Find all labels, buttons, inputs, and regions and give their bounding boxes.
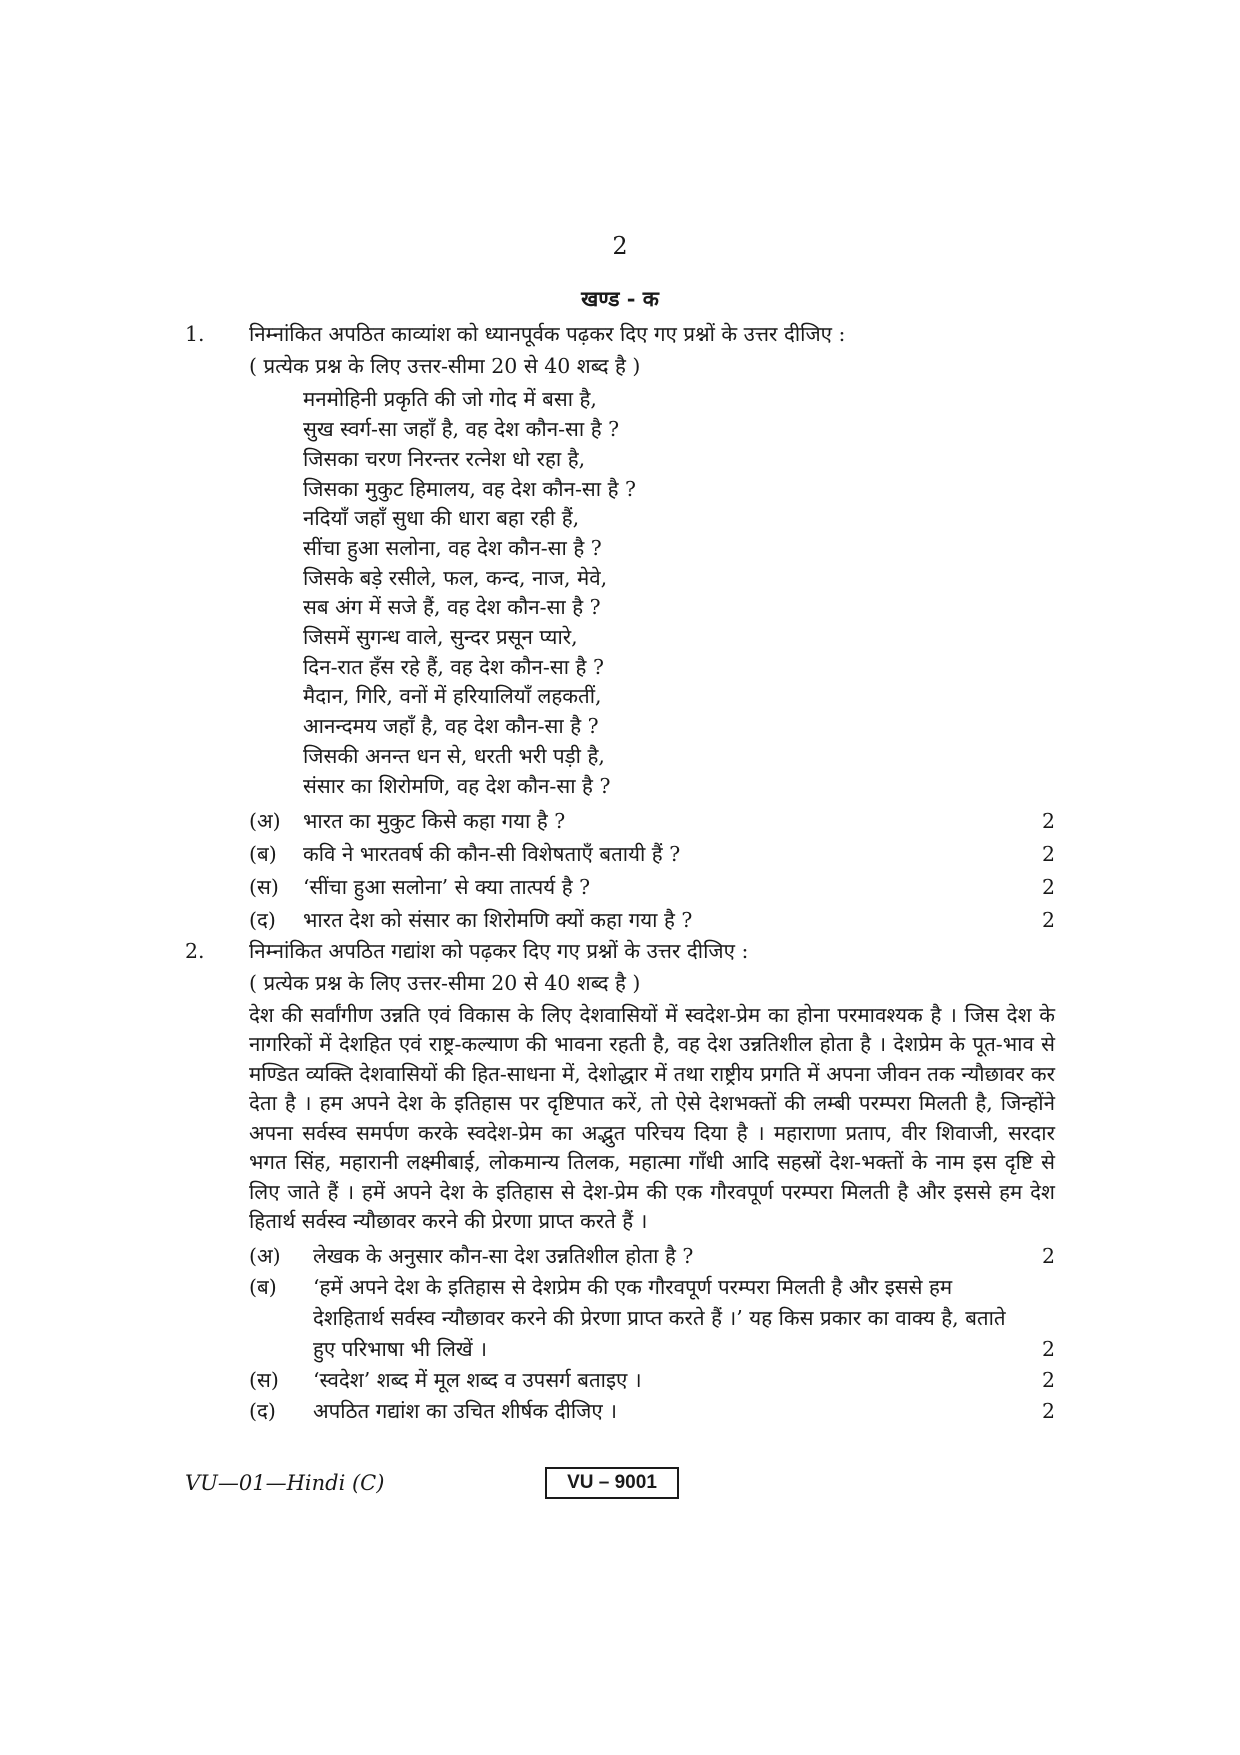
poem-line: संसार का शिरोमणि, वह देश कौन-सा है ? xyxy=(303,773,611,798)
subquestion xyxy=(185,805,1055,838)
marks: 2 xyxy=(1041,1367,1055,1392)
poem-line: सींचा हुआ सलोना, वह देश कौन-सा है ? xyxy=(303,535,602,560)
subquestion-label: (स) xyxy=(249,875,279,900)
subquestion xyxy=(185,1396,1055,1427)
question-instruction: निम्नांकित अपठित गद्यांश को पढ़कर दिए गए प्रश्नों के उत्तर दीजिए : xyxy=(249,939,749,964)
poem-line: जिसमें सुगन्ध वाले, सुन्दर प्रसून प्यारे, xyxy=(303,625,578,650)
subquestion-label: (द) xyxy=(249,1398,276,1423)
question-2 xyxy=(185,937,1055,1426)
booklet-code-box: VU – 9001 xyxy=(545,1467,679,1499)
marks: 2 xyxy=(1041,1336,1055,1361)
subquestion-label: (स) xyxy=(249,1367,279,1392)
subquestion-label: (द) xyxy=(249,908,276,933)
subquestion-text: ‘स्वदेश’ शब्द में मूल शब्द व उपसर्ग बताइए । xyxy=(313,1367,642,1392)
poem-line: सुख स्वर्ग-सा जहाँ है, वह देश कौन-सा है ? xyxy=(303,417,620,442)
poem-line: जिसके बड़े रसीले, फल, कन्द, नाज, मेवे, xyxy=(303,565,608,590)
poem-line: नदियाँ जहाँ सुधा की धारा बहा रही हैं, xyxy=(303,506,580,531)
subquestion xyxy=(185,1365,1055,1396)
poem-line: मनमोहिनी प्रकृति की जो गोद में बसा है, xyxy=(303,387,597,412)
paper-code: VU—01—Hindi (C) xyxy=(185,1471,385,1495)
section-title: खण्ड - क xyxy=(581,286,659,311)
question-2-header xyxy=(185,937,1055,967)
question-content xyxy=(185,320,1055,1427)
subquestion-text: ‘सींचा हुआ सलोना’ से क्या तात्पर्य है ? xyxy=(303,875,591,900)
marks: 2 xyxy=(1041,1243,1055,1268)
marks: 2 xyxy=(1041,1398,1055,1423)
poem-line: दिन-रात हँस रहे हैं, वह देश कौन-सा है ? xyxy=(303,654,604,679)
subquestion-text: कवि ने भारतवर्ष की कौन-सी विशेषताएँ बतायी हैं ? xyxy=(303,842,681,867)
subquestion xyxy=(185,1272,1055,1365)
subquestion-label: (ब) xyxy=(249,842,277,867)
page-number: 2 xyxy=(612,232,628,260)
question-number: 2. xyxy=(185,939,205,964)
poem-line: सब अंग में सजे हैं, वह देश कौन-सा है ? xyxy=(303,595,601,620)
poem-line: आनन्दमय जहाँ है, वह देश कौन-सा है ? xyxy=(303,714,599,739)
question-number: 1. xyxy=(185,322,205,346)
subquestion xyxy=(185,838,1055,871)
poem-line: मैदान, गिरि, वनों में हरियालियाँ लहकतीं, xyxy=(303,684,602,709)
poem-line: जिसका चरण निरन्तर रत्नेश धो रहा है, xyxy=(303,446,586,471)
poem-line: जिसकी अनन्त धन से, धरती भरी पड़ी है, xyxy=(303,743,605,768)
marks: 2 xyxy=(1041,842,1055,867)
marks: 2 xyxy=(1041,875,1055,900)
subquestion xyxy=(185,1241,1055,1272)
subquestion-text: भारत का मुकुट किसे कहा गया है ? xyxy=(303,809,566,834)
question-instruction: निम्नांकित अपठित काव्यांश को ध्यानपूर्वक पढ़कर दिए गए प्रश्नों के उत्तर दीजिए : xyxy=(249,322,846,346)
question-1-header xyxy=(185,320,1055,350)
marks: 2 xyxy=(1041,809,1055,834)
question-1 xyxy=(185,320,1055,937)
subquestion-text: लेखक के अनुसार कौन-सा देश उन्नतिशील होता है ? xyxy=(313,1243,694,1268)
prose-passage: देश की सर्वांगीण उन्नति एवं विकास के लिए देशवासियों में स्वदेश-प्रेम का होना परमावश्यक है । जिस देश के नागरिकों में देशहित एवं राष्ट्र-कल्याण की भावना रहती है, वह देश उन्नतिशील होता है । देशप्रेम के पूत-भाव से मण्डित व्यक्ति देशवासियों की हित-साधना में, देशोद्धार में तथा राष्ट्रीय प्रगति में अपना जीवन तक न्यौछावर कर देता है । हम अपने देश के इतिहास पर दृष्टिपात करें, तो ऐसे देशभक्तों की लम्बी परम्परा मिलती है, जिन्होंने अपना सर्वस्व समर्पण करके स्वदेश-प्रेम का अद्भुत परिचय दिया है । महाराणा प्रताप, वीर शिवाजी, सरदार भगत सिंह, महारानी लक्ष्मीबाई, लोकमान्य तिलक, महात्मा गाँधी आदि सहस्रों देश-भक्तों के नाम इस दृष्टि से लिए जाते हैं । हमें अपने देश के इतिहास से देश-प्रेम की एक गौरवपूर्ण परम्परा मिलती है और इससे हम देश हितार्थ सर्वस्व न्यौछावर करने की प्रेरणा प्राप्त करते हैं । xyxy=(249,1002,1055,1234)
poem-line: जिसका मुकुट हिमालय, वह देश कौन-सा है ? xyxy=(303,476,636,501)
poem xyxy=(185,385,1055,801)
marks: 2 xyxy=(1041,908,1055,933)
subquestion xyxy=(185,871,1055,904)
subquestion-label: (अ) xyxy=(249,1243,281,1268)
subquestion-label: (अ) xyxy=(249,809,281,834)
subquestion-text: ‘हमें अपने देश के इतिहास से देशप्रेम की एक गौरवपूर्ण परम्परा मिलती है और इससे हम देशहितार्थ सर्वस्व न्यौछावर करने की प्रेरणा प्राप्त करते हैं ।’ यह किस प्रकार का वाक्य है, बताते हुए परिभाषा भी लिखें । xyxy=(313,1274,1006,1361)
subquestion xyxy=(185,904,1055,937)
subquestion-label: (ब) xyxy=(249,1274,277,1299)
word-limit-note: ( प्रत्येक प्रश्न के लिए उत्तर-सीमा 20 से 40 शब्द है ) xyxy=(249,353,641,378)
subquestion-text: भारत देश को संसार का शिरोमणि क्यों कहा गया है ? xyxy=(303,908,693,933)
subquestion-text: अपठित गद्यांश का उचित शीर्षक दीजिए । xyxy=(313,1398,617,1423)
word-limit-note: ( प्रत्येक प्रश्न के लिए उत्तर-सीमा 20 से 40 शब्द है ) xyxy=(249,970,641,995)
